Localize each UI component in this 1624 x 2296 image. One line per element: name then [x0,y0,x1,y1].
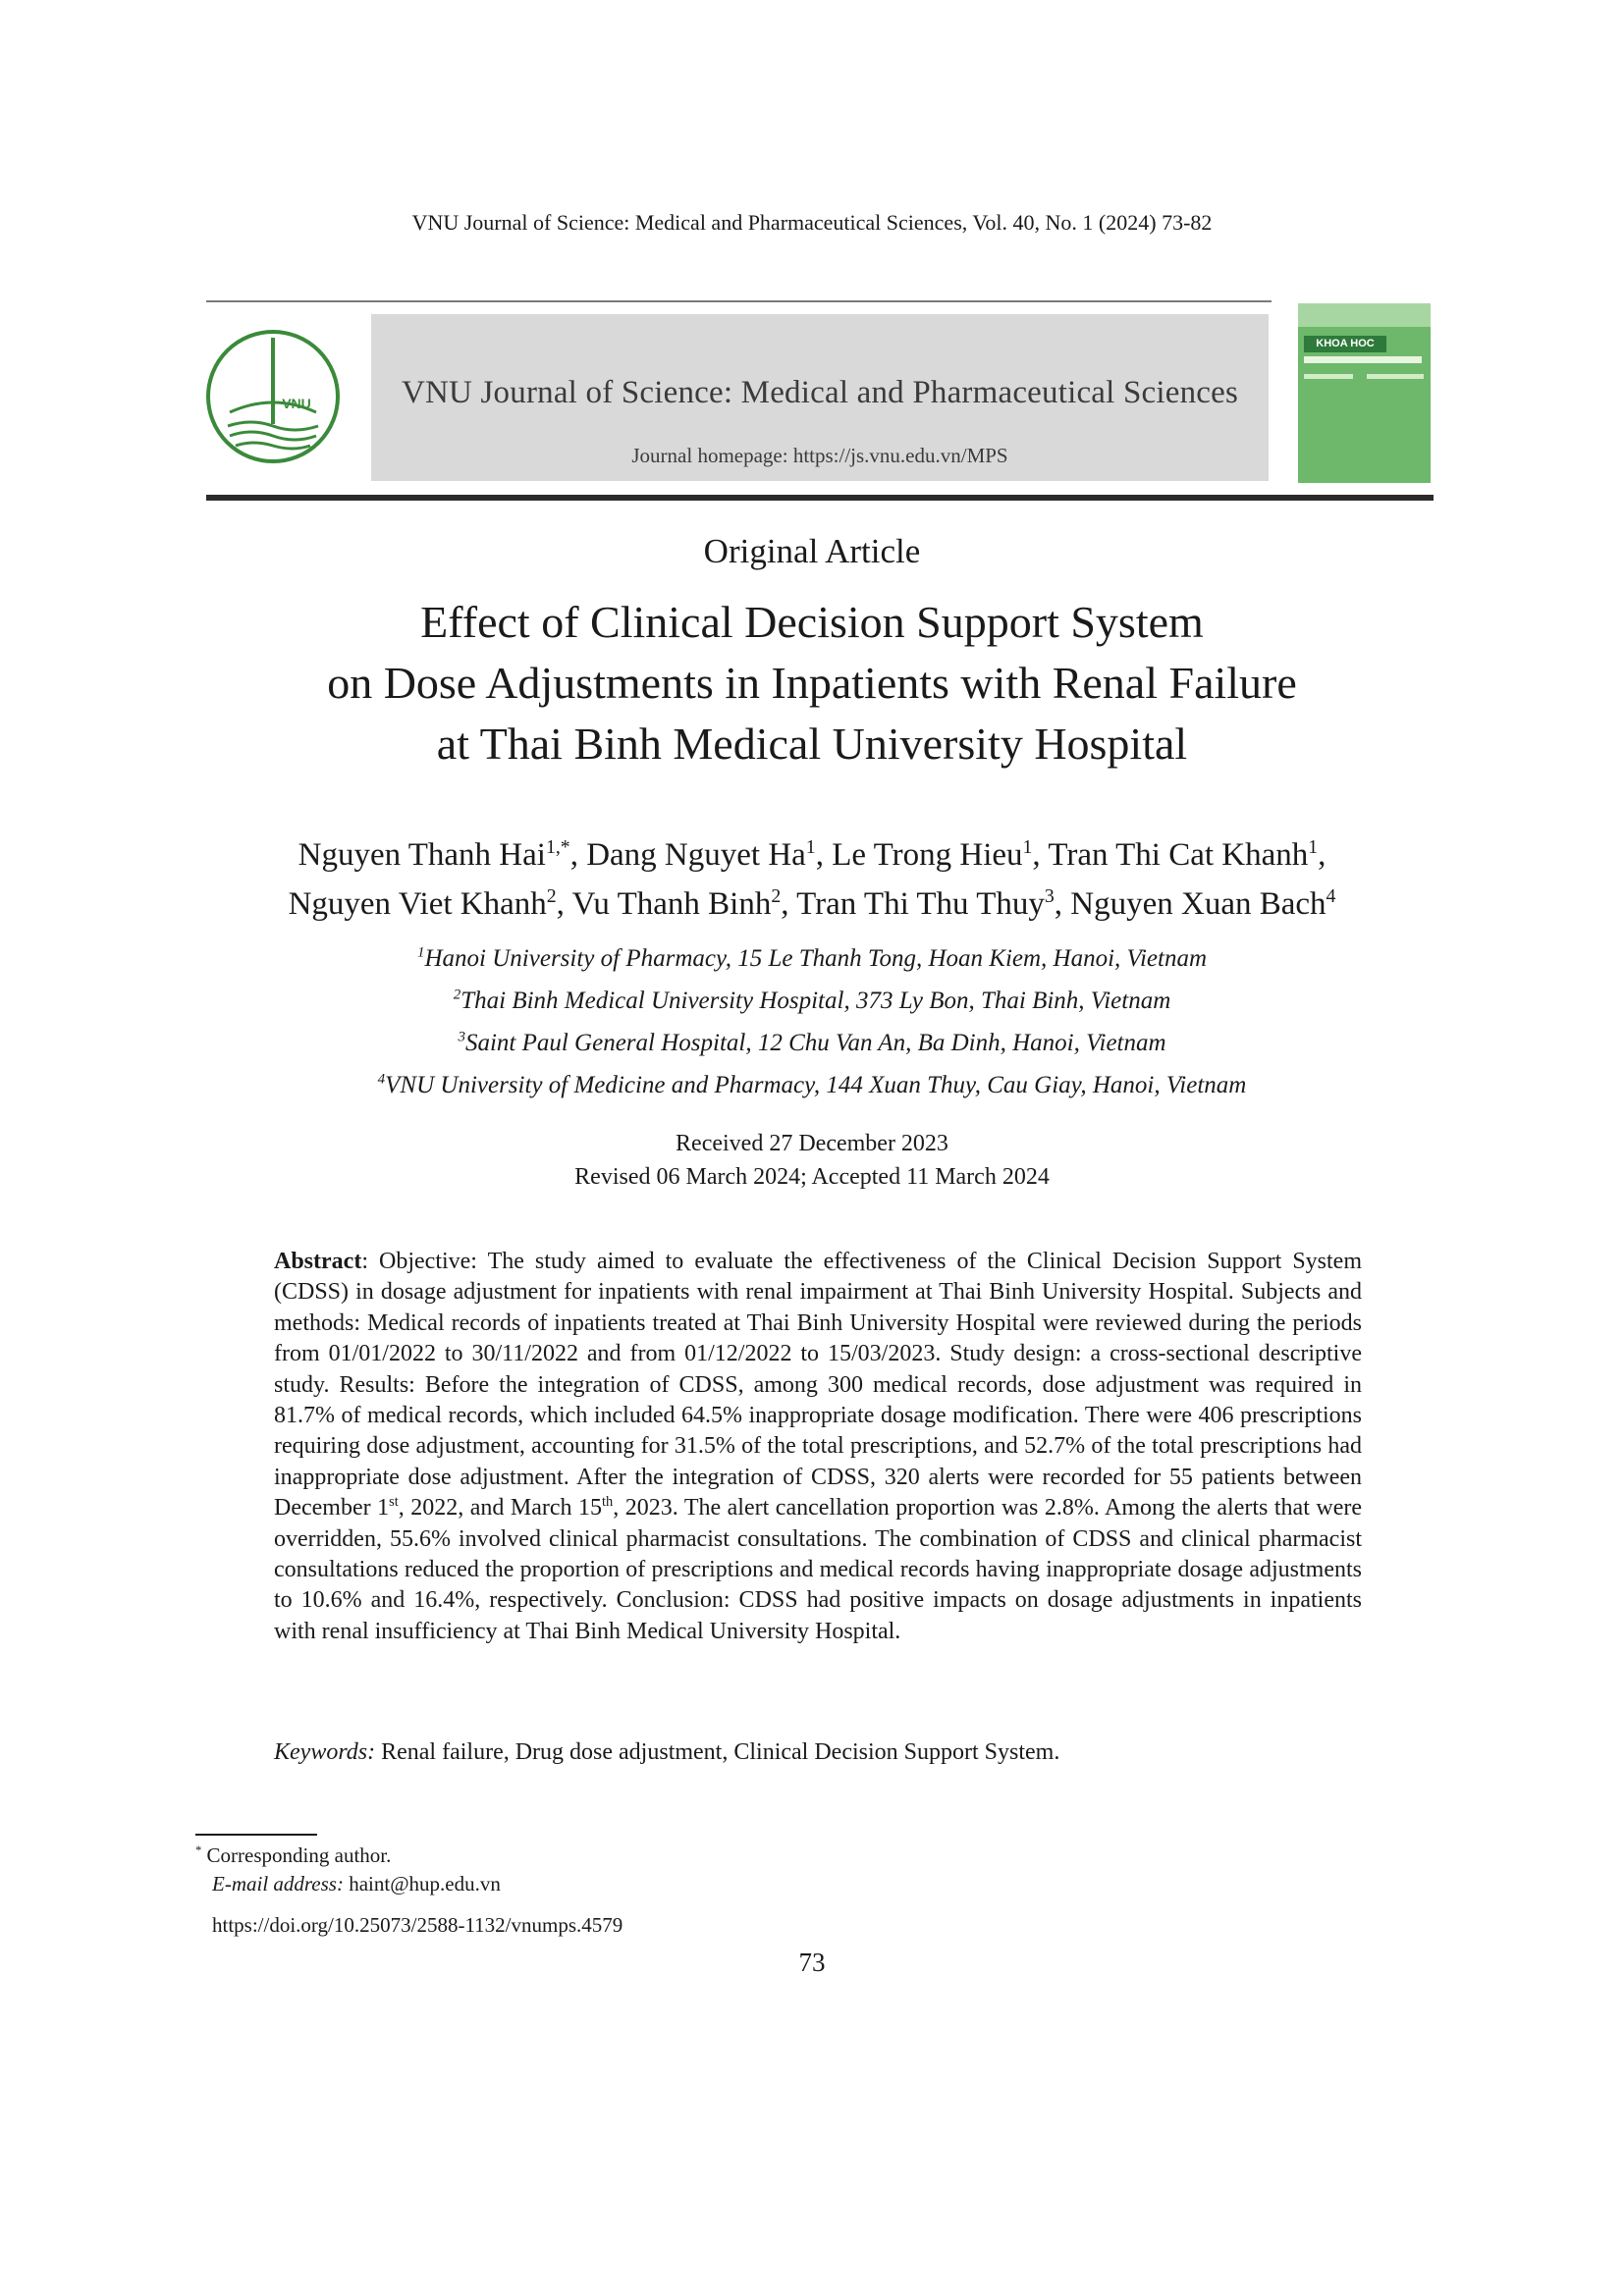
cover-header [1298,303,1431,327]
journal-cover-thumbnail [1298,303,1431,483]
affiliation: $^3$Saint Paul General Hospital, 12 Chu Van An, Ba Dinh, Hanoi, Vietnam [458,1029,1166,1056]
logo-text: VNU [282,396,311,411]
banner-bottom-rule [206,495,1434,501]
email-address[interactable]: haint@hup.edu.vn [343,1872,501,1896]
author-affil-sup: 3 [1044,885,1055,907]
article-dates [0,1127,1624,1194]
abstract-text: : Objective: The study aimed to evaluate the effectiveness of the Clinical Decision Support System (CDSS) in dosage adjustment for inpatients with renal impairment at Thai Binh University Hospital. Subjects and methods: Medical records of inpatients treated at Thai Binh University Hospital were reviewed during the periods from 01/01/2022 to 30/11/2022 and from 01/12/2022 to 15/03/2023. Study design: a cross-sectional descriptive study. Results: Before the integration of CDSS, among 300 medical records, dose adjustment was required in 81.7% of medical records, which included 64.5% inappropriate dosage modification. There were 406 prescriptions requiring dose adjustment, accounting for 31.5% of the total prescriptions, and 52.7% of the total prescriptions had inappropriate dose adjustment. After the integration of CDSS, 320 alerts were recorded for 55 patients between December 1 [274,1249,1362,1522]
banner-homepage: Journal homepage: https://js.vnu.edu.vn/MPS [631,444,1008,467]
author-name: Tran Thi Cat Khanh [1048,837,1309,873]
cover-subtitle-bar [1304,356,1422,363]
author-name: Tran Thi Thu Thuy [796,886,1045,922]
affiliation-list [0,937,1624,1106]
author-name: Vu Thanh Binh [571,886,772,922]
article-type: Original Article [703,532,921,570]
author-affil-sup: 1,* [545,836,570,858]
author-list [0,830,1624,929]
author-affil-sup: 1 [1022,836,1033,858]
title-line: on Dose Adjustments in Inpatients with Renal Failure [327,658,1297,708]
affiliation: $^1$Hanoi University of Pharmacy, 15 Le Thanh Tong, Hoan Kiem, Hanoi, Vietnam [417,944,1207,972]
affiliation: $^2$Thai Binh Medical University Hospital, 373 Ly Bon, Thai Binh, Vietnam [453,987,1171,1014]
author-affil-sup: 2 [771,885,782,907]
author-affil-sup: 4 [1326,885,1336,907]
abstract-label: Abstract [274,1249,362,1274]
journal-banner [371,314,1269,481]
footnote-rule [195,1834,317,1836]
title-line: Effect of Clinical Decision Support System [420,597,1204,647]
author-name: Nguyen Xuan Bach [1070,886,1326,922]
author-line: Nguyen Thanh Hai$^{1,*}$, Dang Nguyet Ha$^1$, Le Trong Hieu$^1$, Tran Thi Cat Khanh$^1$, [298,836,1326,873]
cover-title: KHOA HOC [1304,336,1386,352]
abstract-text: , 2023. The alert cancellation proportion was 2.8%. Among the alerts that were overridden, 55.6% involved clinical pharmacist consultations. The combination of CDSS and clinical pharmacist consultations reduced the proportion of prescriptions and medical records having inappropriate dosage adjustments to 10.6% and 16.4%, respectively. Conclusion: CDSS had positive impacts on dosage adjustments in inpatients with renal insufficiency at Thai Binh Medical University Hospital. [274,1495,1362,1644]
article-title [0,592,1624,774]
abstract-text: , 2022, and March 15 [398,1495,603,1522]
abstract: Abstract: Objective: The study aimed to evaluate the effectiveness of the Clinical Decision Support System (CDSS) in dosage adjustment for inpatients with renal impairment at Thai Binh University Hospital. Subjects and methods: Medical records of inpatients treated at Thai Binh University Hospital were reviewed during the periods from 01/01/2022 to 30/11/2022 and from 01/12/2022 to 15/03/2023. Study design: a cross-sectional descriptive study. Results: Before the integration of CDSS, among 300 medical records, dose adjustment was required in 81.7% of medical records, which included 64.5% inappropriate dosage modification. There were 406 prescriptions requiring dose adjustment, accounting for 31.5% of the total prescriptions, and 52.7% of the total prescriptions had inappropriate dose adjustment. After the integration of CDSS, 320 alerts were recorded for 55 patients between December 1st, 2022, and March 15th, 2023. The alert cancellation proportion was 2.8%. Among the alerts that were overridden, 55.6% involved clinical pharmacist consultations. The combination of CDSS and clinical pharmacist consultations reduced the proportion of prescriptions and medical records having inappropriate dosage adjustments to 10.6% and 16.4%, respectively. Conclusion: CDSS had positive impacts on dosage adjustments in inpatients with renal insufficiency at Thai Binh Medical University Hospital. [274,1249,1362,1644]
author-affil-sup: 2 [546,885,557,907]
email-label: E-mail address: [212,1872,344,1896]
author-affil-sup: 1 [1308,836,1319,858]
page-number: 73 [798,1948,826,1977]
corresponding-author: * Corresponding author. [195,1843,392,1867]
footnote [195,1842,501,1898]
author-name: Nguyen Viet Khanh [288,886,547,922]
received-date: Received 27 December 2023 [676,1131,948,1156]
vnu-logo [202,310,352,483]
keywords-text: Renal failure, Drug dose adjustment, Clinical Decision Support System. [375,1739,1060,1765]
email-line [195,1870,501,1898]
author-name: Dang Nguyet Ha [586,837,806,873]
title-line: at Thai Binh Medical University Hospital [436,719,1188,769]
doi-link[interactable]: https://doi.org/10.25073/2588-1132/vnumps.4579 [212,1913,623,1937]
keywords-label: Keywords: [274,1739,376,1765]
author-line: Nguyen Viet Khanh$^2$, Vu Thanh Binh$^2$, Tran Thi Thu Thuy$^3$, Nguyen Xuan Bach$^4$ [288,885,1336,922]
banner-title: VNU Journal of Science: Medical and Pharmaceutical Sciences [401,375,1239,410]
keywords [274,1736,1362,1768]
author-name: Le Trong Hieu [832,837,1023,873]
vnu-logo-icon [202,310,352,483]
running-head: VNU Journal of Science: Medical and Pharmaceutical Sciences, Vol. 40, No. 1 (2024) 73-82 [411,210,1213,235]
affiliation: $^4$VNU University of Medicine and Pharmacy, 144 Xuan Thuy, Cau Giay, Hanoi, Vietnam [377,1071,1247,1098]
cover-line [1367,374,1424,379]
banner-top-rule [206,300,1272,302]
revised-accepted-date: Revised 06 March 2024; Accepted 11 March 2024 [574,1164,1050,1190]
author-name: Nguyen Thanh Hai [298,837,546,873]
cover-line [1304,374,1353,379]
author-affil-sup: 1 [805,836,816,858]
